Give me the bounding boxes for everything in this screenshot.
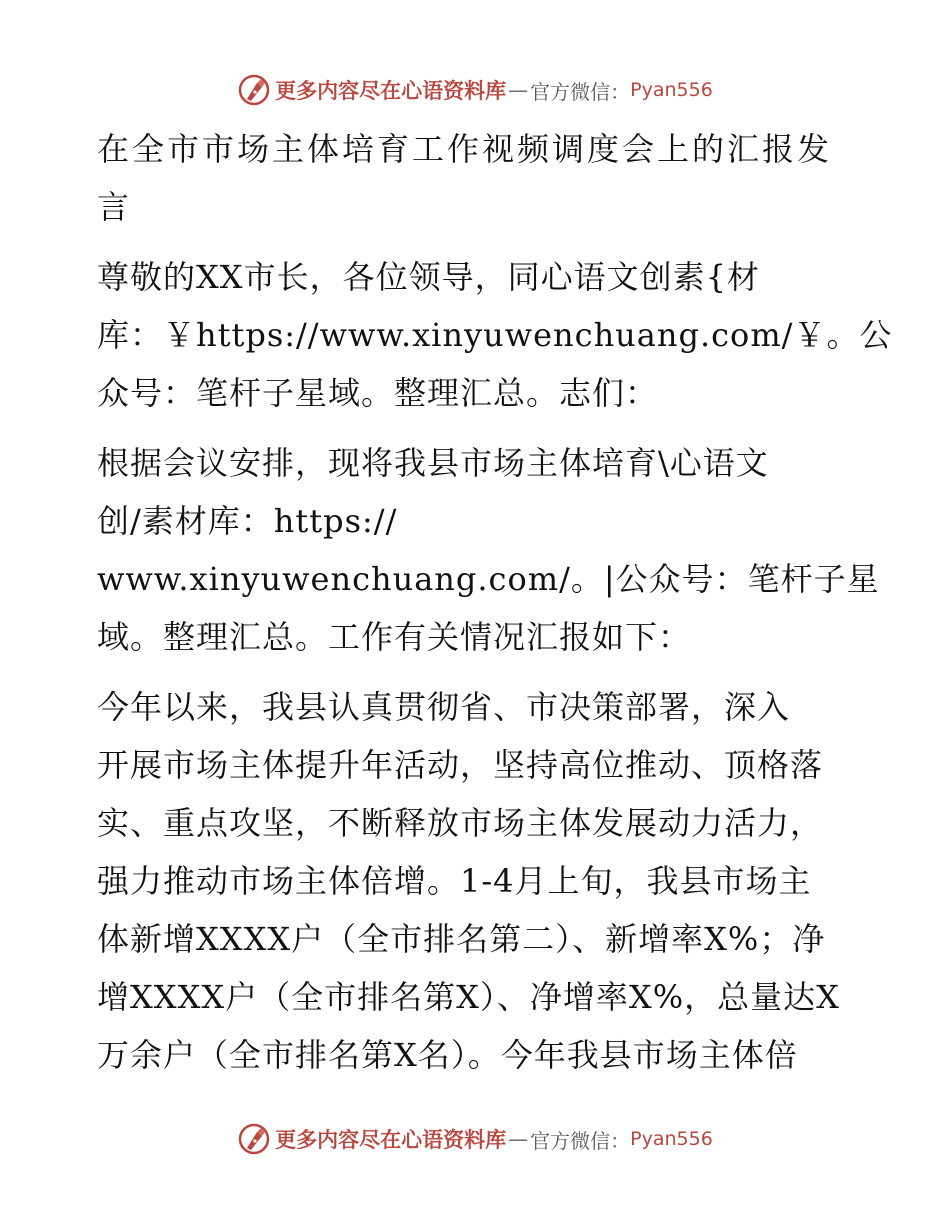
salutation-paragraph [97, 248, 893, 422]
header-watermark-banner [0, 70, 950, 110]
paragraph-line: 实、重点攻坚，不断释放市场主体发展动力活力， [97, 804, 824, 842]
paragraph-line: 开展市场主体提升年活动，坚持高位推动、顶格落 [97, 746, 824, 784]
banner-wechat-id: Pyan556 [630, 79, 713, 101]
paragraph-line: 强力推动市场主体倍增。1-4月上旬，我县市场主 [97, 862, 812, 900]
banner-wechat-label: 官方微信： [530, 79, 631, 104]
pen-nib-logo-icon [237, 73, 271, 107]
paragraph-line: 域。整理汇总。工作有关情况汇报如下： [97, 618, 692, 656]
intro-paragraph [97, 434, 880, 666]
paragraph-line: 根据会议安排，现将我县市场主体培育\心语文 [97, 444, 769, 482]
title-line: 言 [97, 188, 133, 226]
paragraph-line: 万余户（全市排名第X名）。今年我县市场主体倍 [97, 1036, 798, 1074]
footer-watermark-banner [0, 1119, 950, 1159]
document-title [97, 120, 857, 236]
title-line: 在全市市场主体培育工作视频调度会上的汇报发 [97, 130, 833, 168]
paragraph-line: 增XXXX户（全市排名第X）、净增率X%，总量达X [97, 978, 840, 1016]
paragraph-line: 库：￥https://www.xinyuwenchuang.com/￥。公 [97, 316, 893, 354]
document-body [97, 120, 893, 1096]
banner-dash: — [508, 78, 529, 102]
paragraph-line: 今年以来，我县认真贯彻省、市决策部署，深入 [97, 688, 791, 726]
pen-nib-logo-icon [237, 1122, 271, 1156]
paragraph-line: 创/素材库：https:// [97, 502, 398, 540]
paragraph-line: www.xinyuwenchuang.com/。|公众号：笔杆子星 [97, 560, 880, 598]
banner-slogan: 更多内容尽在心语资料库 [275, 78, 507, 103]
paragraph-line: 众号：笔杆子星域。整理汇总。志们： [97, 374, 659, 412]
body-paragraph [97, 678, 857, 1084]
banner-dash: — [508, 1127, 529, 1151]
banner-slogan: 更多内容尽在心语资料库 [275, 1127, 507, 1152]
banner-wechat-id: Pyan556 [630, 1128, 713, 1150]
paragraph-line: 尊敬的XX市长，各位领导，同心语文创素{材 [97, 258, 760, 296]
banner-wechat-label: 官方微信： [530, 1128, 631, 1153]
paragraph-line: 体新增XXXX户（全市排名第二）、新增率X%；净 [97, 920, 826, 958]
